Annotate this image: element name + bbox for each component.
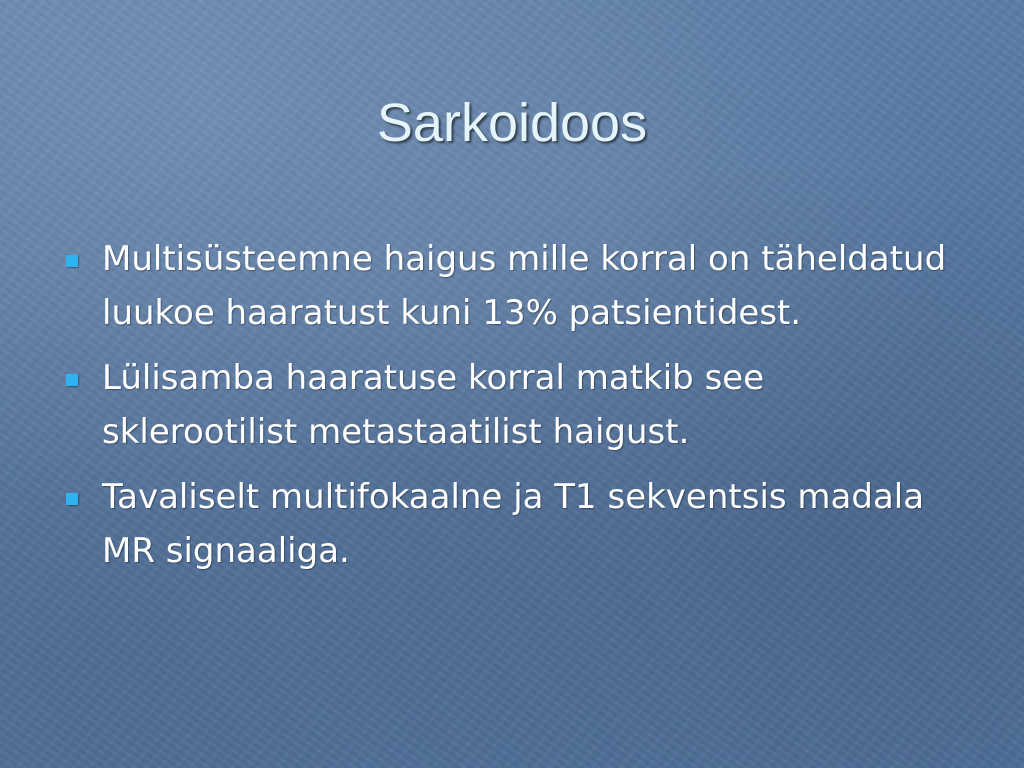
- bullet-text: Lülisamba haaratuse korral matkib see sklerootilist metastaatilist haigust.: [102, 358, 765, 452]
- bullet-text: Multisüsteemne haigus mille korral on täheldatud luukoe haaratust kuni 13% patsientidest.: [102, 239, 947, 333]
- bullet-item: [62, 470, 962, 578]
- square-bullet-icon: [66, 493, 78, 505]
- square-bullet-icon: [66, 255, 78, 267]
- bullet-item: [62, 232, 962, 340]
- bullet-list: [62, 232, 962, 589]
- bullet-text: Tavaliselt multifokaalne ja T1 sekventsis madala MR signaaliga.: [102, 477, 925, 571]
- square-bullet-icon: [66, 374, 78, 386]
- slide-title: Sarkoidoos: [376, 93, 648, 153]
- bullet-item: [62, 351, 962, 459]
